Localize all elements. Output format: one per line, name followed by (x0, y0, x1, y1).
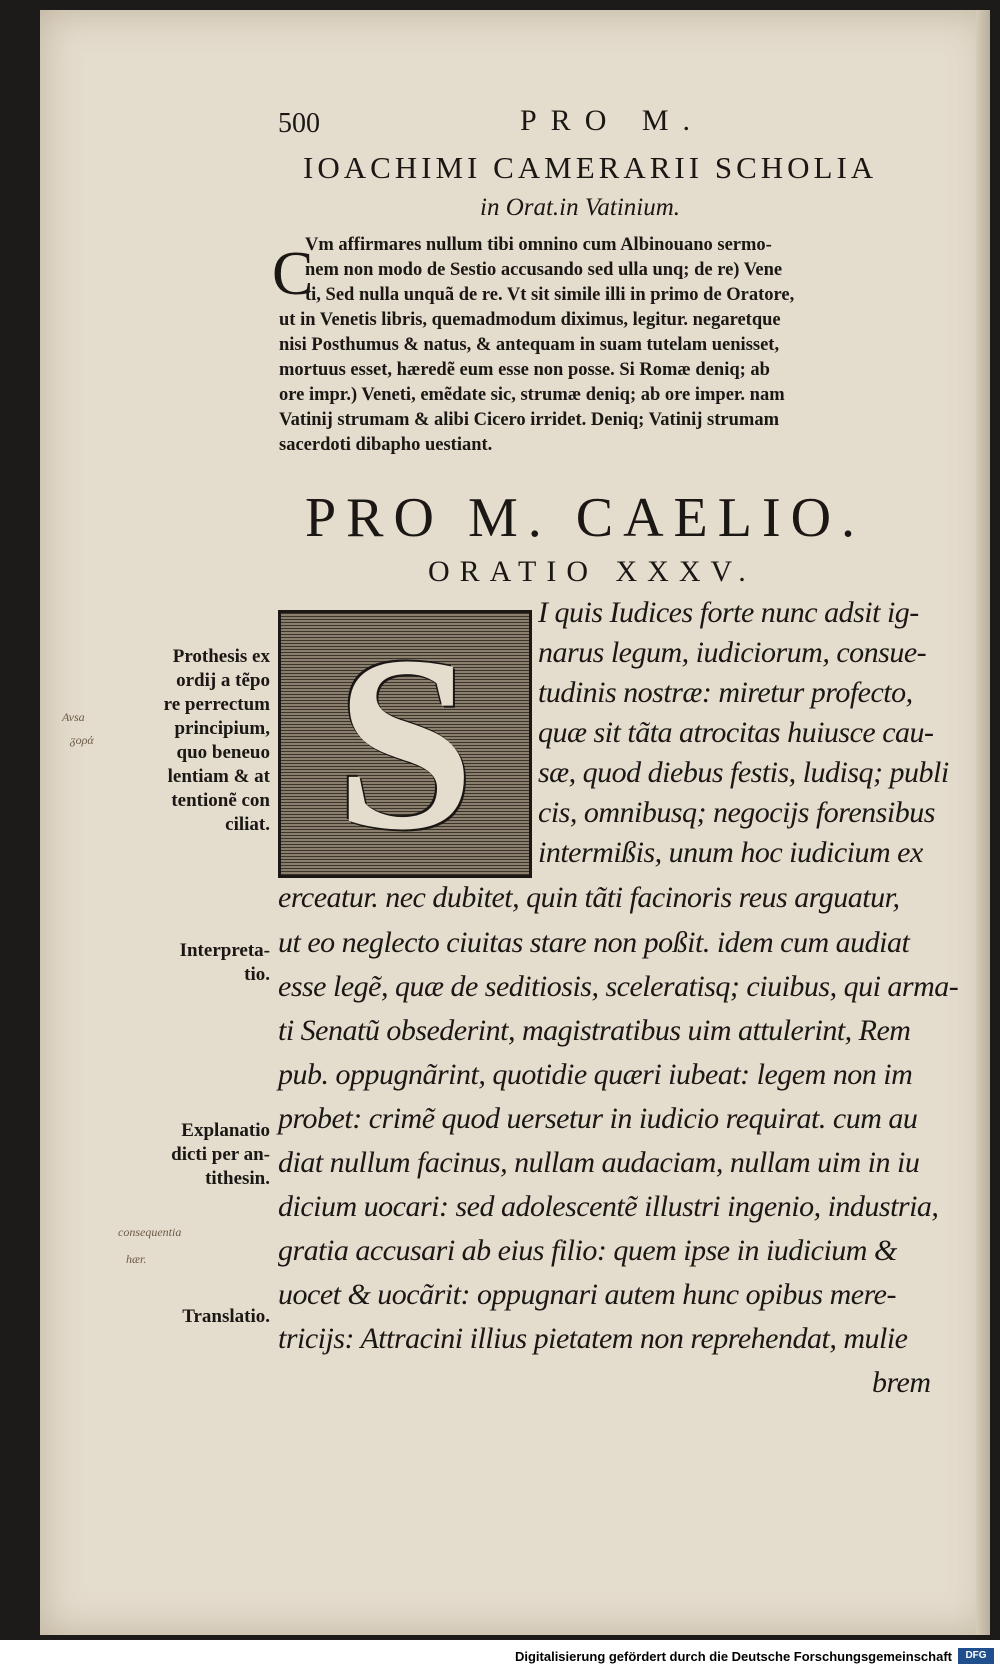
handwritten-note: consequentia (118, 1225, 182, 1239)
oration-line: probet: crimẽ quod uersetur in iudicio requirat. cum au (278, 1102, 918, 1135)
oration-subtitle: ORATIO XXXV. (428, 555, 756, 588)
oration-line: esse legẽ, quæ de seditiosis, sceleratisq; ciuibus, qui arma- (278, 970, 959, 1003)
handwritten-note: hær. (126, 1252, 147, 1266)
oration-line: ti Senatũ obsederint, magistratibus uim attulerint, Rem (278, 1014, 911, 1047)
margin-note-prothesis: Prothesis ex (172, 646, 270, 667)
oration-line: tricijs: Attracini illius pietatem non reprehendat, mulie (278, 1322, 908, 1355)
scholia-subtitle: in Orat.in Vatinium. (480, 194, 681, 221)
margin-note-prothesis: quo beneuo (176, 742, 270, 763)
handwritten-note: Avsa (62, 710, 85, 724)
dfg-logo: DFG (958, 1648, 994, 1664)
margin-note-prothesis: ciliat. (225, 814, 270, 835)
margin-note-prothesis: principium, (174, 718, 270, 739)
scholia-title: IOACHIMI CAMERARII SCHOLIA (303, 150, 878, 185)
running-head: PRO M. (520, 104, 705, 137)
oration-line: intermißis, unum hoc iudicium ex (538, 836, 923, 869)
footer-credit: Digitalisierung gefördert durch die Deutsche Forschungsgemeinschaft (514, 1649, 952, 1664)
scholia-line: ut in Venetis libris, quemadmodum diximus, legitur. negaretque (279, 310, 781, 330)
digitization-footer (0, 1640, 1000, 1674)
oration-line: tudinis nostræ: miretur profecto, (538, 676, 913, 709)
margin-note-translatio: Translatio. (182, 1306, 270, 1327)
scholia-line: mortuus esset, hæredẽ eum esse non posse. Si Romæ deniq; ab (279, 360, 770, 380)
oration-line: dicium uocari: sed adolescentẽ illustri ingenio, industria, (278, 1190, 939, 1223)
margin-note-prothesis: tentionẽ con (171, 790, 270, 811)
oration-line: sæ, quod diebus festis, ludisq; publi (538, 756, 949, 789)
handwritten-note: ᵹορά (70, 733, 94, 747)
oration-line: pub. oppugnãrint, quotidie quæri iubeat: legem non im (278, 1058, 913, 1091)
page-edge (976, 10, 990, 1635)
margin-note-prothesis: lentiam & at (167, 766, 270, 787)
margin-note-prothesis: re perrectum (163, 694, 270, 715)
catchword: brem (872, 1366, 931, 1399)
oration-line: I quis Iudices forte nunc adsit ig- (538, 596, 919, 629)
oration-line: ut eo neglecto ciuitas stare non poßit. idem cum audiat (278, 926, 910, 959)
margin-note-interpretatio: tio. (244, 964, 270, 985)
scholia-line: ore impr.) Veneti, emẽdate sic, strumæ deniq; ab ore imper. nam (279, 385, 785, 405)
margin-note-explanatio: Explanatio (181, 1120, 270, 1141)
margin-note-prothesis: ordij a tẽpo (176, 670, 270, 691)
oration-line: quæ sit tãta atrocitas huiusce cau- (538, 716, 934, 749)
scholia-line: sacerdoti dibapho uestiant. (279, 435, 493, 455)
page-number: 500 (278, 108, 320, 139)
scholia-drop-cap: C (272, 240, 314, 308)
oration-title: PRO M. CAELIO. (305, 487, 866, 549)
oration-line: uocet & uocãrit: oppugnari autem hunc opibus mere- (278, 1278, 896, 1311)
oration-line: gratia accusari ab eius filio: quem ipse in iudicium & (278, 1234, 897, 1267)
oration-line: erceatur. nec dubitet, quin tãti facinoris reus arguatur, (278, 881, 900, 914)
oration-line: cis, omnibusq; negocijs forensibus (538, 796, 935, 829)
scholia-line: nisi Posthumus & natus, & antequam in suam tutelam uenisset, (279, 335, 780, 355)
scholia-line: nem non modo de Sestio accusando sed ulla unq; de re) Vene (305, 260, 783, 280)
scholia-line: Vm affirmares nullum tibi omnino cum Albinouano sermo- (305, 235, 772, 255)
initial-letter: S (335, 605, 475, 882)
margin-note-explanatio: dicti per an- (171, 1144, 270, 1165)
oration-line: diat nullum facinus, nullam audaciam, nullam uim in iu (278, 1146, 920, 1179)
margin-note-explanatio: tithesin. (205, 1168, 270, 1189)
scholia-line: ti, Sed nulla unquã de re. Vt sit simile illi in primo de Oratore, (305, 285, 795, 305)
decorated-initial (278, 605, 532, 882)
scholia-line: Vatinij strumam & alibi Cicero irridet. Deniq; Vatinij strumam (279, 410, 779, 430)
margin-note-interpretatio: Interpreta- (179, 940, 270, 961)
oration-line: narus legum, iudiciorum, consue- (538, 636, 927, 669)
